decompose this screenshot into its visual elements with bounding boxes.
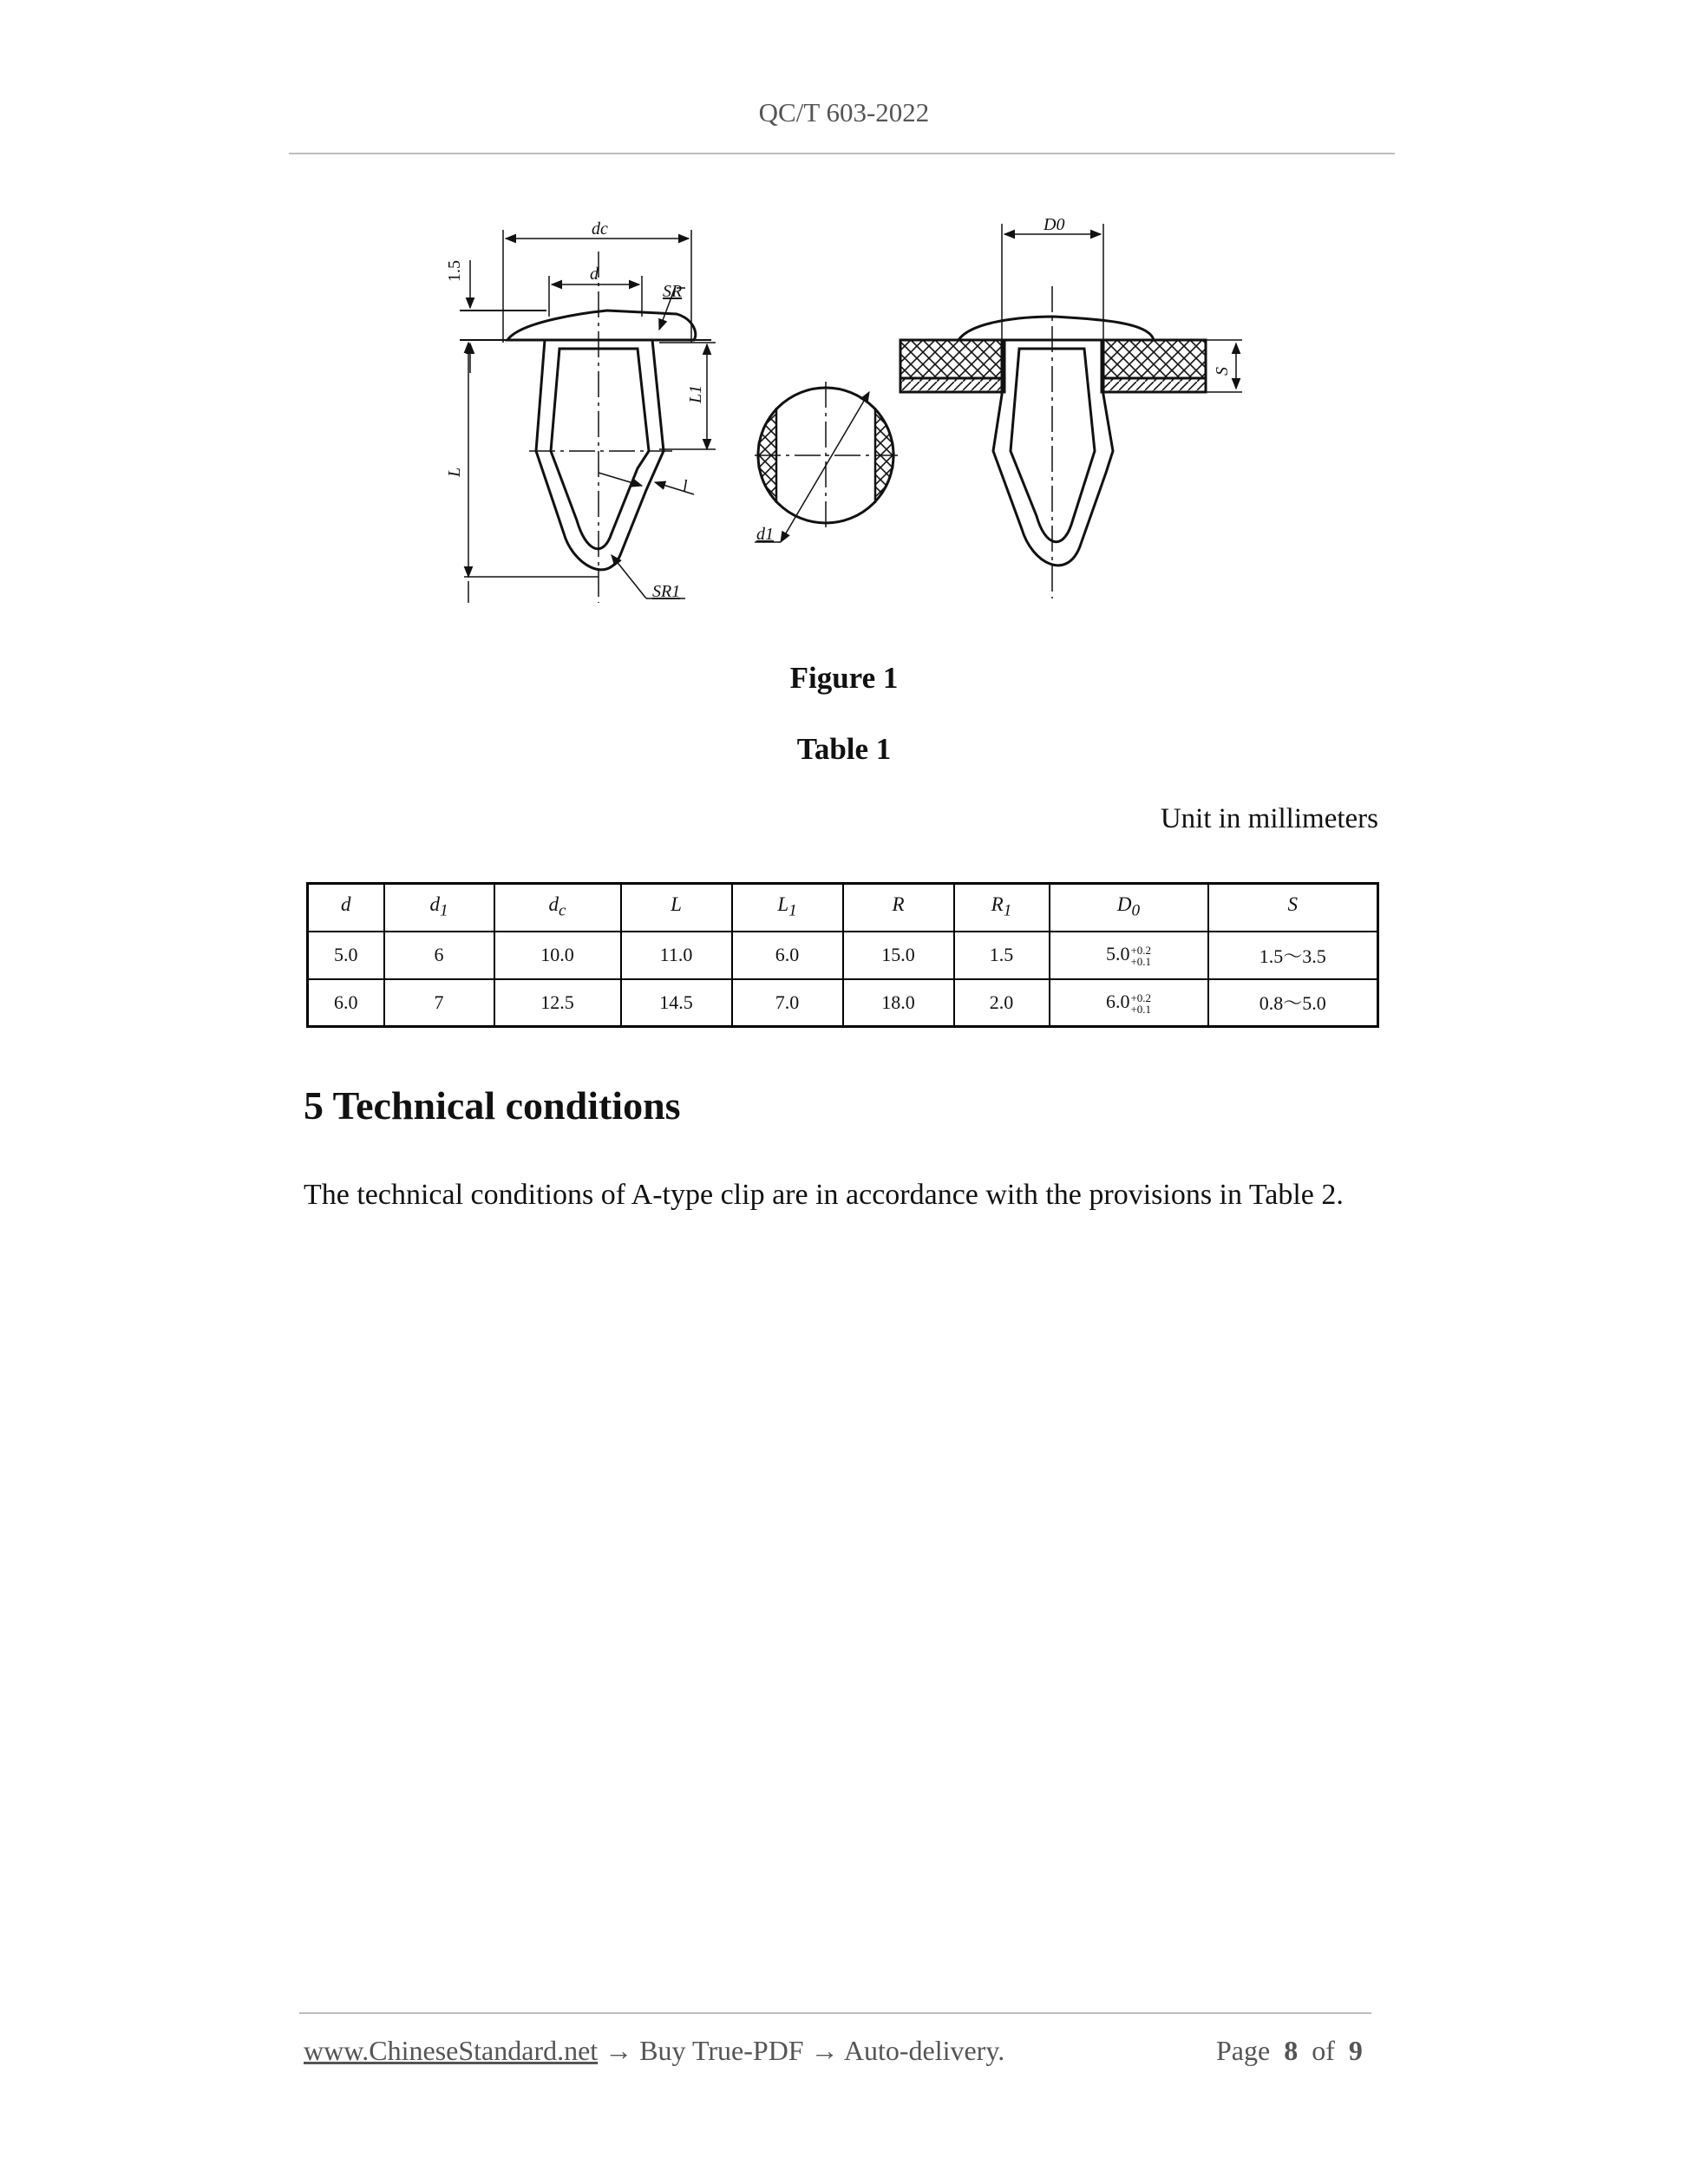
header-cell: $D_0$ xyxy=(1050,884,1208,932)
footer-divider xyxy=(299,2012,1371,2014)
page-total: 9 xyxy=(1348,2035,1363,2066)
footer-promo xyxy=(304,2035,1004,2067)
cell-d: 5.0 xyxy=(308,932,384,979)
footer-tail-text: → Buy True-PDF → Auto-delivery. xyxy=(598,2035,1005,2066)
header-cell: S xyxy=(1208,884,1378,932)
cell-r1: 1.5 xyxy=(954,932,1050,979)
label-sr1: SR1 xyxy=(652,582,681,601)
cell-l1: 7.0 xyxy=(732,979,843,1027)
section-heading: 5 Technical conditions xyxy=(304,1083,681,1128)
cell-r1: 2.0 xyxy=(954,979,1050,1027)
label-l-small: l xyxy=(683,477,688,496)
footer-link[interactable]: www.ChineseStandard.net xyxy=(304,2035,599,2066)
cell-dc: 10.0 xyxy=(494,932,621,979)
header-cell: $R_1$ xyxy=(954,884,1050,932)
table-row xyxy=(308,932,1378,979)
cell-d0: 5.0 +0.2 +0.1 xyxy=(1050,932,1208,979)
label-dc: dc xyxy=(592,219,608,239)
cell-l: 14.5 xyxy=(621,979,732,1027)
table-caption: Table 1 xyxy=(796,732,892,766)
page-indicator: Page 8 of 9 xyxy=(1216,2035,1363,2066)
header-cell: $d_c$ xyxy=(494,884,621,932)
cell-s: 1.5～3.5 xyxy=(1208,932,1378,979)
figure-caption: Figure 1 xyxy=(789,661,899,695)
header-cell: d xyxy=(308,884,384,932)
header-divider xyxy=(289,153,1395,154)
body-paragraph: The technical conditions of A-type clip are in accordance with the provisions in Table 2. xyxy=(304,1179,1344,1211)
cell-dc: 12.5 xyxy=(494,979,621,1027)
header-cell: R xyxy=(843,884,954,932)
label-l: L xyxy=(445,467,464,477)
cell-r: 18.0 xyxy=(843,979,954,1027)
label-d0: D0 xyxy=(1044,215,1065,234)
cell-d0: 6.0 +0.2 +0.1 xyxy=(1050,979,1208,1027)
label-d1: d1 xyxy=(756,525,774,544)
cell-r: 15.0 xyxy=(843,932,954,979)
table-row xyxy=(308,979,1378,1027)
right-view xyxy=(900,224,1242,598)
cross-section xyxy=(755,382,898,542)
unit-note: Unit in millimeters xyxy=(1160,803,1378,834)
cell-d1: 7 xyxy=(384,979,494,1027)
label-sr: SR xyxy=(663,282,683,301)
page-number: 8 xyxy=(1284,2035,1299,2066)
clip-drawing xyxy=(434,208,1266,616)
table-header-row xyxy=(308,884,1378,932)
header-cell: $L_1$ xyxy=(732,884,843,932)
cell-s: 0.8～5.0 xyxy=(1208,979,1378,1027)
header-title: QC/T 603-2022 xyxy=(758,97,930,128)
label-l1: L1 xyxy=(686,384,705,403)
header-cell: L xyxy=(621,884,732,932)
dimensions-table xyxy=(306,882,1379,1028)
cell-d: 6.0 xyxy=(308,979,384,1027)
header-cell: $d_1$ xyxy=(384,884,494,932)
cell-l: 11.0 xyxy=(621,932,732,979)
cell-d1: 6 xyxy=(384,932,494,979)
cell-l1: 6.0 xyxy=(732,932,843,979)
label-s: S xyxy=(1213,367,1232,376)
label-d: d xyxy=(590,265,599,284)
label-1-5: 1.5 xyxy=(445,260,464,282)
